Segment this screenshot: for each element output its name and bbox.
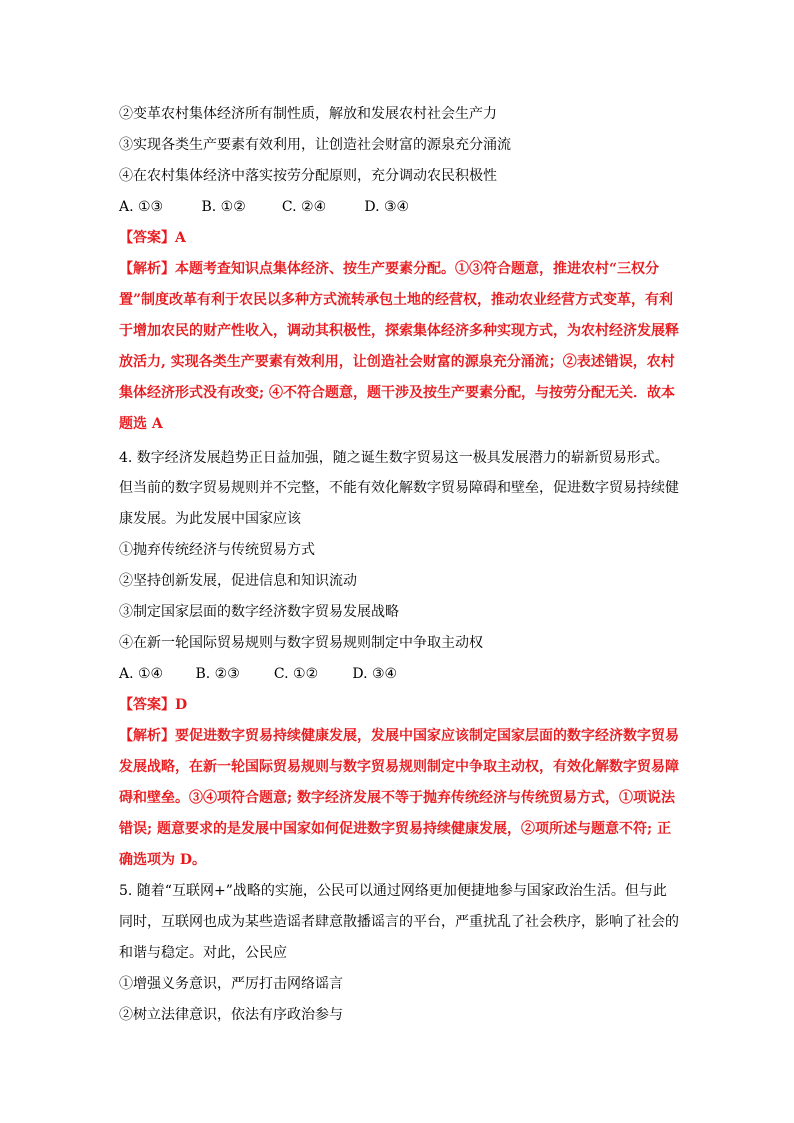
q4-option-2: ②坚持创新发展，促进信息和知识流动 [119,573,357,589]
q3-option-2: ②变革农村集体经济所有制性质，解放和发展农村社会生产力 [119,106,497,122]
q3-choice-b: B. ①② [201,199,246,215]
q5-option-1: ①增强义务意识，严厉打击网络谣言 [119,976,343,992]
answer-value: D [175,697,188,713]
q5-stem-line-2: 同时，互联网也成为某些造谣者肆意散播谣言的平台，严重扰乱了社会秩序，影响了社会的 [119,914,679,930]
q3-analysis-line-6: 题选 A [119,416,163,432]
q5-stem-line-3: 和谐与稳定。对此，公民应 [119,945,287,961]
q4-option-1: ①抛弃传统经济与传统贸易方式 [119,542,315,558]
q3-answer [119,230,186,246]
q5-stem-line-1: 5. 随着“互联网+”战略的实施，公民可以通过网络更加便捷地参与国家政治生活。但与此 [119,883,667,899]
q4-stem-line-3: 康发展。为此发展中国家应该 [119,511,301,527]
q4-option-4: ④在新一轮国际贸易规则与数字贸易规则制定中争取主动权 [119,635,483,651]
q3-choice-c: C. ②④ [281,199,327,215]
q3-choice-a: A. ①③ [119,199,164,215]
q3-option-4: ④在农村集体经济中落实按劳分配原则，充分调动农民积极性 [119,168,497,184]
q4-analysis-line-1: 【解析】要促进数字贸易持续健康发展，发展中国家应该制定国家层面的数字经济数字贸易 [119,728,679,744]
q3-analysis-line-4: 放活力, 实现各类生产要素有效利用，让创造社会财富的源泉充分涌流；②表述错误，农村 [119,354,675,370]
q4-choice-d: D. ③④ [352,666,398,682]
q4-stem-line-2: 但当前的数字贸易规则并不完整，不能有效化解数字贸易障碍和壁垒，促进数字贸易持续健 [119,480,679,496]
q3-analysis-line-2: 置”制度改革有利于农民以多种方式流转承包土地的经营权，推动农业经营方式变革，有利 [119,292,674,308]
q4-stem-line-1: 4. 数字经济发展趋势正日益加强，随之诞生数字贸易这一极具发展潜力的崭新贸易形式。 [119,450,669,466]
q4-choice-c: C. ①② [273,666,319,682]
q4-choice-a: A. ①④ [119,666,164,682]
q3-analysis-line-1: 【解析】本题考查知识点集体经济、按生产要素分配。①③符合题意，推进农村“三权分 [119,261,660,277]
q4-choice-b: B. ②③ [195,666,240,682]
answer-label: 【答案】 [119,697,175,713]
q3-analysis-line-5: 集体经济形式没有改变; ④不符合题意，题干涉及按生产要素分配，与按劳分配无关．故本 [119,385,676,401]
q4-answer [119,697,187,713]
analysis-label: 【解析】 [119,261,175,277]
q3-option-3: ③实现各类生产要素有效利用，让创造社会财富的源泉充分涌流 [119,137,511,153]
q3-choices [119,199,409,215]
q5-option-2: ②树立法律意识，依法有序政治参与 [119,1007,343,1023]
answer-value: A [175,230,186,246]
q4-analysis-line-5: 确选项为 D。 [119,852,207,868]
analysis-label: 【解析】 [119,728,175,744]
q4-analysis-line-4: 错误; 题意要求的是发展中国家如何促进数字贸易持续健康发展，②项所述与题意不符; 正 [119,821,672,837]
q4-option-3: ③制定国家层面的数字经济数字贸易发展战略 [119,604,399,620]
q3-choice-d: D. ③④ [364,199,410,215]
q3-analysis-line-3: 于增加农民的财产性收入，调动其积极性，探索集体经济多种实现方式，为农村经济发展释 [119,323,679,339]
q4-analysis-line-2: 发展战略，在新一轮国际贸易规则与数字贸易规则制定中争取主动权，有效化解数字贸易障 [119,759,679,775]
answer-label: 【答案】 [119,230,175,246]
q4-analysis-line-3: 碍和壁垒。③④项符合题意; 数字经济发展不等于抛弃传统经济与传统贸易方式，①项说法 [119,790,676,806]
q4-choices [119,666,397,682]
